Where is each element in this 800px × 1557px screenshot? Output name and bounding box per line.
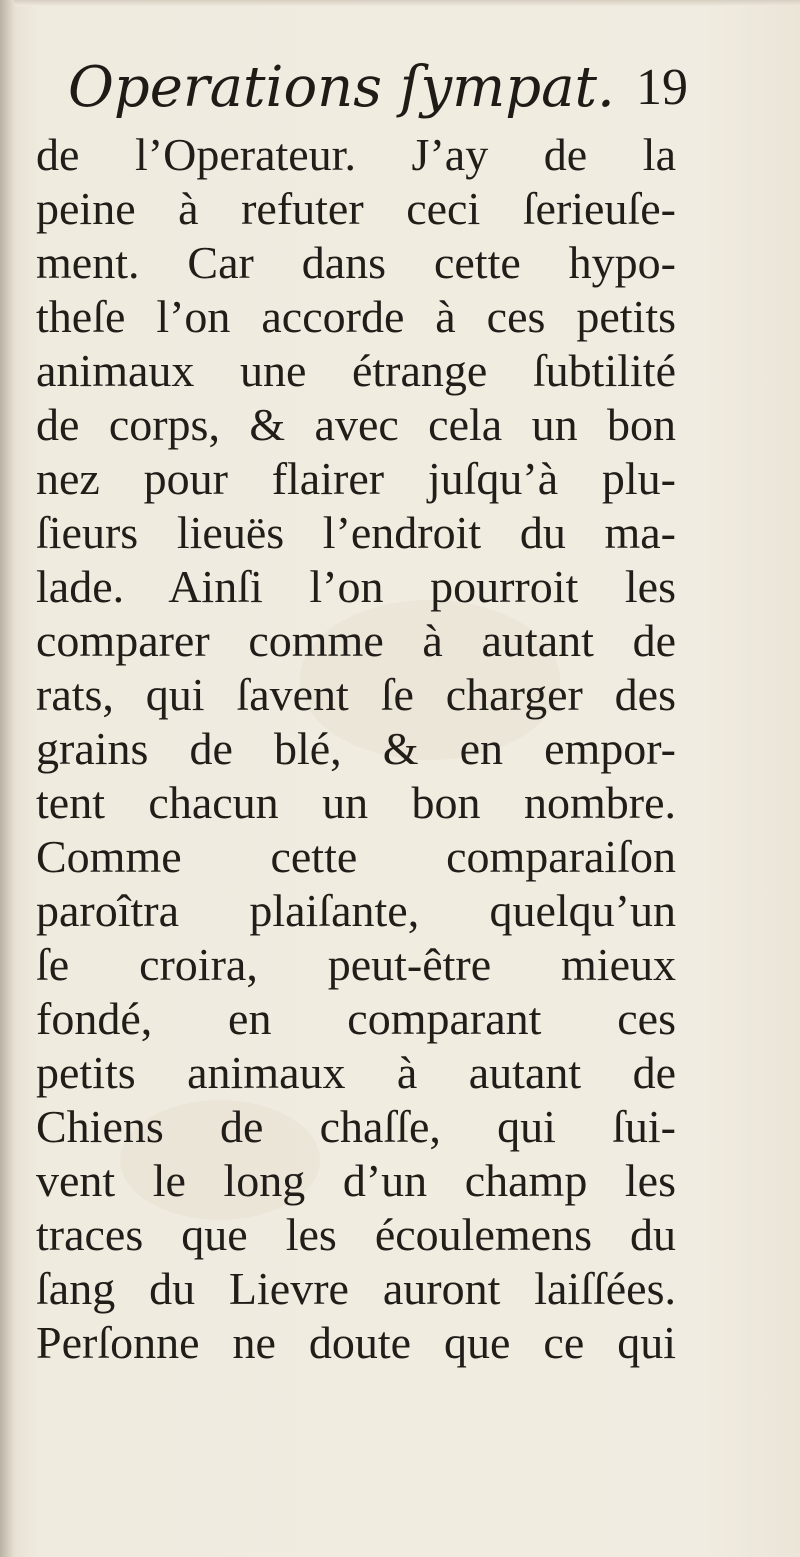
text-line: Perſonne ne doute que ce qui	[36, 1317, 676, 1368]
text-line: grains de blé, & en empor-	[36, 723, 676, 774]
text-line: Comme cette comparaiſon	[36, 831, 676, 882]
binding-gutter	[0, 0, 14, 1557]
page-number: 19	[636, 59, 688, 116]
text-line: rats, qui ſavent ſe charger des	[36, 669, 676, 720]
text-line: traces que les écoulemens du	[36, 1209, 676, 1260]
text-line: comparer comme à autant de	[36, 615, 676, 666]
text-line: nez pour flairer juſqu’à plu-	[36, 453, 676, 504]
page-top-edge	[0, 0, 800, 6]
text-line: fondé, en comparant ces	[36, 993, 676, 1044]
text-line: de l’Operateur. J’ay de la	[36, 129, 676, 180]
text-line: paroîtra plaiſante, quelqu’un	[36, 885, 676, 936]
text-line: peine à refuter ceci ſerieuſe-	[36, 183, 676, 234]
text-line: animaux une étrange ſubtilité	[36, 345, 676, 396]
text-line: tent chacun un bon nombre.	[36, 777, 676, 828]
text-line: ſe croira, peut-être mieux	[36, 939, 676, 990]
text-line: petits animaux à autant de	[36, 1047, 676, 1098]
text-line: ment. Car dans cette hypo-	[36, 237, 676, 288]
text-line: de corps, & avec cela un bon	[36, 399, 676, 450]
text-line: lade. Ainſi l’on pourroit les	[36, 561, 676, 612]
page-header	[68, 48, 688, 128]
text-line: ſieurs lieuës l’endroit du ma-	[36, 507, 676, 558]
body-text	[36, 128, 676, 1370]
text-line: vent le long d’un champ les	[36, 1155, 676, 1206]
text-line: Chiens de chaſſe, qui ſui-	[36, 1101, 676, 1152]
text-line: theſe l’on accorde à ces petits	[36, 291, 676, 342]
text-line: ſang du Lievre auront laiſſées.	[36, 1263, 676, 1314]
running-title: Operations ſympat.	[68, 55, 615, 120]
